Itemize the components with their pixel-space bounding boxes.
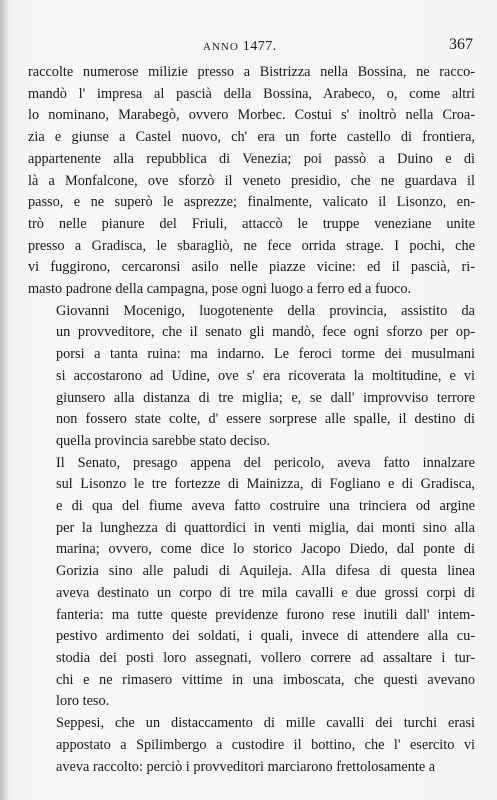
text-line: lo nominano, Marabegò, ovvero Morbec. Costui s' inoltrò nella Croa- [28, 107, 475, 124]
text-line: sul Lisonzo le tre fortezze di Mainizza, di Fogliano e di Gradisca, [56, 476, 475, 493]
text-line: vi fuggirono, cercaronsi asilo nelle piazze vicine: ed il pascià, ri- [28, 259, 475, 276]
paragraph [28, 301, 475, 453]
text-line: appartenente alla repubblica di Venezia; poi passò a Duino e di [28, 150, 475, 167]
text-line: porsi a tanta ruina: ma indarno. Le feroci torme dei musulmani [56, 346, 475, 363]
text-line: masto padrone della campagna, pose ogni luogo a ferro ed a fuoco. [28, 281, 412, 298]
paragraph [28, 713, 475, 778]
text-line: aveva destinato un corpo di tre mila cavalli e due grossi corpi di [56, 584, 475, 601]
text-line: quella provincia sarebbe stato deciso. [56, 432, 270, 449]
text-line: chi e ne rimasero vittime in una imboscata, che questi avevano [56, 671, 475, 688]
text-line: giunsero alla distanza di tre miglia; e, se dall' improvviso terrore [56, 389, 475, 406]
text-line: raccolte numerose milizie presso a Bistrizza nella Bossina, ne racco- [28, 64, 475, 80]
page-header [28, 36, 477, 56]
text-line: pestivo ardimento dei soldati, i quali, invece di attendere alla cu- [56, 628, 475, 645]
text-line: mandò l' impresa al pascià della Bossina, Arabeco, o, come altri [28, 85, 475, 102]
text-line: marina; ovvero, come dice lo storico Jacopo Diedo, dal ponte di [56, 541, 475, 558]
text-line: Gorizia sino alle paludi di Aquileja. Alla difesa di questa linea [56, 563, 475, 580]
paragraph [28, 453, 475, 713]
text-line: per la lunghezza di quattordici in venti miglia, dai monti sino alla [56, 519, 475, 536]
text-line: si accostarono ad Udine, ove s' era ricoverata la moltitudine, e vi [56, 367, 475, 384]
text-line: là a Monfalcone, ove sforzò il veneto presidio, che ne guardava il [28, 172, 475, 189]
text-line: Il Senato, presago appena del pericolo, aveva fatto innalzare [56, 454, 475, 471]
text-line: e di qua del fiume aveva fatto costruire una trinciera od argine [56, 498, 475, 515]
text-line: passo, e ne superò le asprezze; finalmente, valicato il Lisonzo, en- [28, 194, 475, 211]
text-line: Seppesi, che un distaccamento di mille cavalli dei turchi erasi [56, 715, 475, 732]
text-line: aveva raccolto: perciò i provveditori marciarono frettolosamente a [56, 758, 436, 775]
running-head: ANNO 1477. [203, 39, 277, 54]
text-line: non fossero state colte, d' essere sorprese alle spalle, il destino di [56, 411, 475, 428]
paragraph [28, 62, 475, 301]
text-line: Giovanni Mocenigo, luogotenente della provincia, assistito da [56, 302, 475, 319]
text-line: fanteria: ma tutte queste previdenze furono rese inutili dall' intem- [56, 606, 475, 623]
text-line: appostato a Spilimbergo a custodire il bottino, che l' esercito vi [56, 736, 475, 753]
year: 1477. [242, 39, 277, 54]
body-text [28, 62, 475, 778]
text-line: zia e giunse a Castel nuovo, ch' era un forte castello di frontiera, [28, 129, 475, 146]
text-line: loro teso. [56, 693, 110, 710]
text-line: trò nelle pianure del Friuli, attaccò le truppe veneziane unite [28, 215, 475, 232]
text-line: stodia dei posti loro assegnati, vollero correre ad assaltare i tur- [56, 649, 475, 666]
page-number: 367 [449, 36, 473, 53]
text-line: presso a Gradisca, le sbaragliò, ne fece orrida strage. I pochi, che [28, 237, 475, 254]
text-line: un provveditore, che il senato gli mandò, fece ogni sforzo per op- [56, 324, 475, 341]
